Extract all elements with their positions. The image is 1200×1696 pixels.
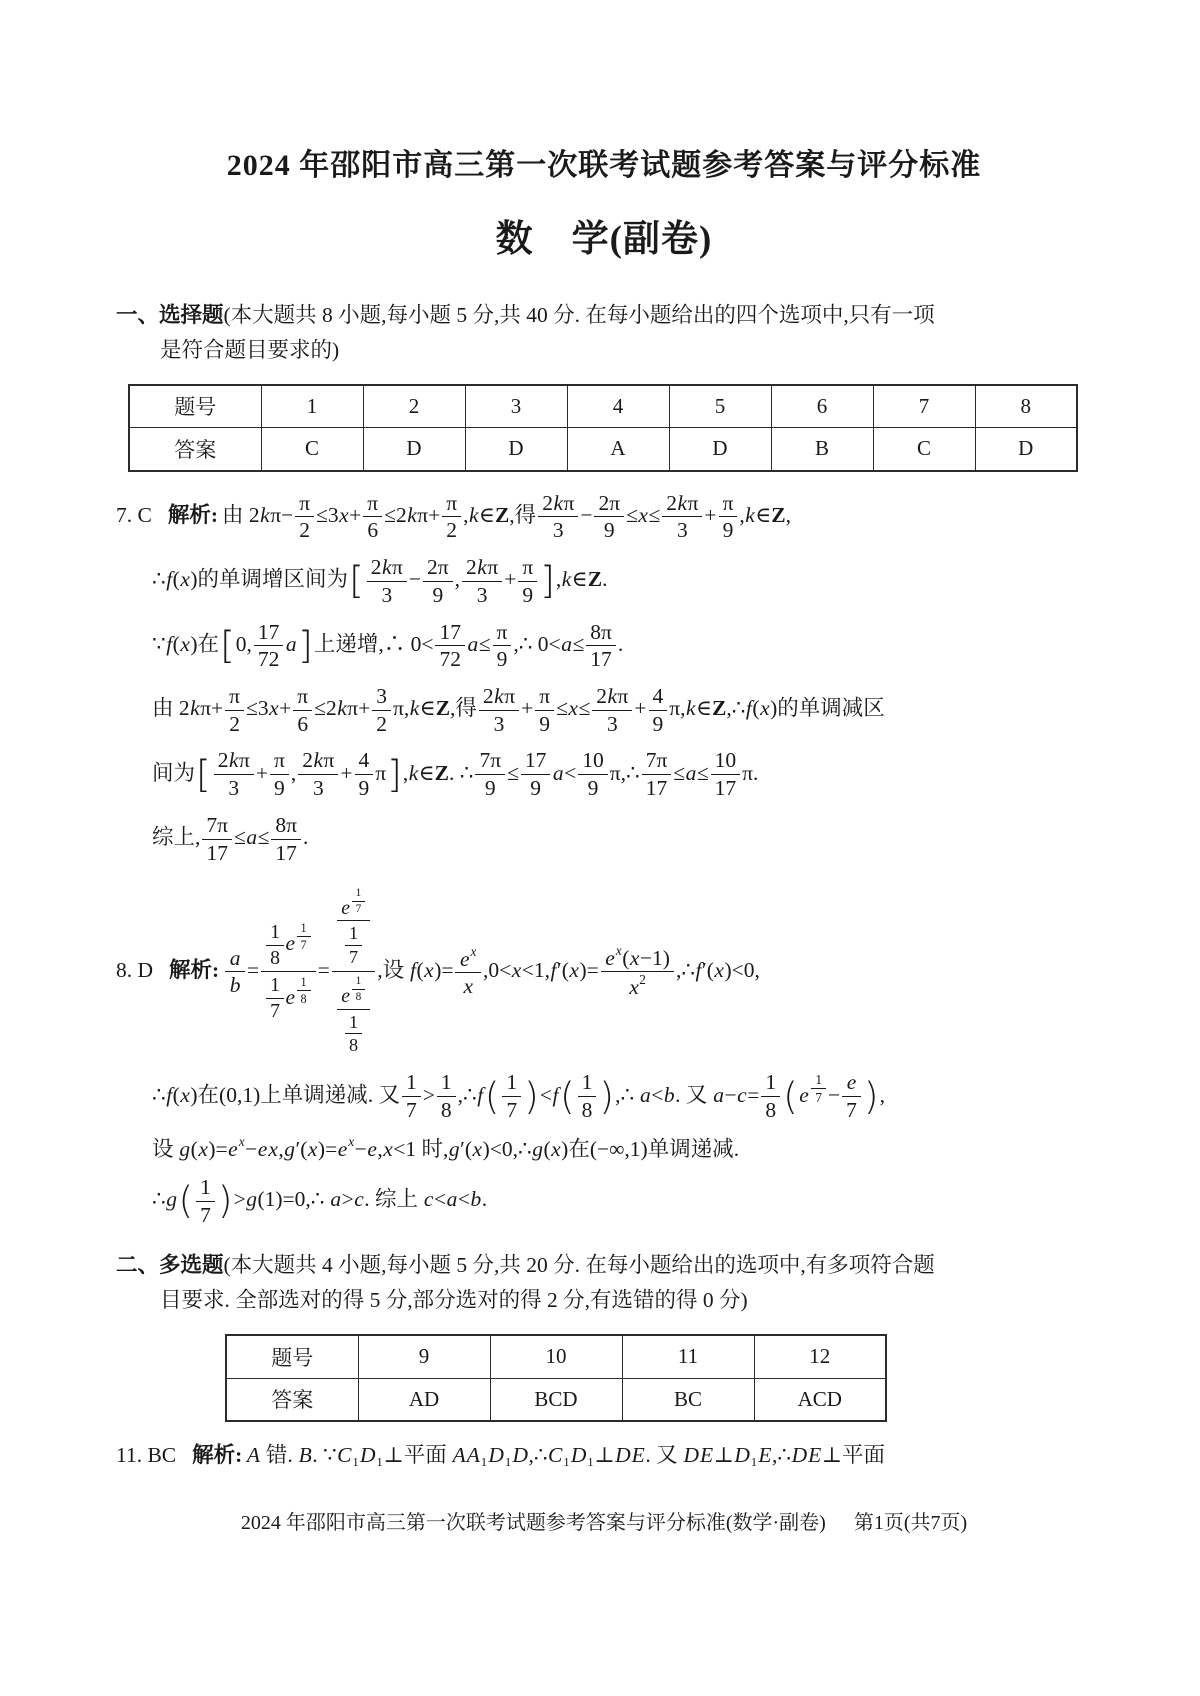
answer-row xyxy=(226,1378,886,1421)
section-single-choice-line1 xyxy=(116,298,1092,333)
math-expression: ∴f(x)在(0,1)上单调递减. 又 $\frac{1}{7}$ > $\frac{1}{8}$ ,∴f( $\frac{1}{7}$ )<f( $\frac{1}{8}$ ),∴ a<b. 又 a−c= $\frac{1}{8}$ (e $^{\frac{1}{7}}$ − $\frac{e}{7}$ ), xyxy=(152,1070,885,1123)
answer-cell: ACD xyxy=(754,1378,886,1421)
math-expression: 由 2kπ+ $\frac{\pi}{2}$ ≤3x+ $\frac{\pi}{6}$ ≤2kπ+ $\frac{3}{2}$ π,k∈Z,得 $\frac{2k\pi}{3}$ + $\frac{\pi}{9}$ ≤x≤ $\frac{2k\pi}{3}$ + $\frac{4}{9}$ π,k∈Z,∴f(x)的单调减区 xyxy=(152,683,885,736)
solution-line xyxy=(116,1440,1092,1470)
section-multi-choice-line2: 目要求. 全部选对的得 5 分,部分选对的得 2 分,有选错的得 0 分) xyxy=(160,1288,748,1313)
multi-choice-answer-table xyxy=(225,1334,887,1422)
solution-line xyxy=(152,1134,1092,1164)
solution-line xyxy=(152,1069,1092,1123)
math-expression: 间为[ $\frac{2k\pi}{3}$ + $\frac{\pi}{9}$ , $\frac{2k\pi}{3}$ + $\frac{4}{9}$ π],k∈Z. ∴ $\frac{7\pi}{9}$ ≤ $\frac{17}{9}$ a< $\frac{10}{9}$ π,∴ $\frac{7\pi}{17}$ ≤a≤ $\frac{10}{17}$ π. xyxy=(152,748,759,801)
answer-cell: D xyxy=(363,428,465,471)
section-single-choice-line2: 是符合题目要求的) xyxy=(160,337,340,362)
question-number-row xyxy=(226,1335,886,1378)
question-number-cell: 2 xyxy=(363,385,465,428)
question-number-cell: 5 xyxy=(669,385,771,428)
row-header-answer: 答案 xyxy=(129,428,261,471)
answer-cell: BC xyxy=(622,1378,754,1421)
question-label: 7. C xyxy=(116,502,152,527)
question-number-cell: 6 xyxy=(771,385,873,428)
math-expression: A 错. B. ∵C₁D₁⊥平面 AA₁D₁D,∴C₁D₁⊥DE. 又 DE⊥D₁E,∴DE⊥平面 xyxy=(246,1443,885,1467)
solution-line xyxy=(116,884,1092,1059)
question-number-cell: 10 xyxy=(490,1335,622,1378)
math-expression: ∵f(x)在[0, $\frac{17}{72}$ a]上递增,∴ 0< $\frac{17}{72}$ a≤ $\frac{\pi}{9}$ ,∴ 0<a≤ $\frac{8\pi}{17}$ . xyxy=(152,619,624,672)
question-number-row xyxy=(129,385,1077,428)
analysis-label: 解析: xyxy=(192,1443,243,1467)
footer-document-title: 2024 年邵阳市高三第一次联考试题参考答案与评分标准(数学·副卷) xyxy=(240,1512,826,1535)
solution-line xyxy=(152,683,1092,737)
question-number-cell: 7 xyxy=(873,385,975,428)
solution-line xyxy=(116,490,1092,544)
math-expression: 由 2kπ− $\frac{\pi}{2}$ ≤3x+ $\frac{\pi}{6}$ ≤2kπ+ $\frac{\pi}{2}$ ,k∈Z,得 $\frac{2k\pi}{3}$ − $\frac{2\pi}{9}$ ≤x≤ $\frac{2k\pi}{3}$ + $\frac{\pi}{9}$ ,k∈Z, xyxy=(222,490,791,543)
analysis-label: 解析: xyxy=(167,502,219,527)
answer-cell: C xyxy=(261,428,363,471)
section-multi-choice xyxy=(116,1248,1092,1318)
document-title: 2024 年邵阳市高三第一次联考试题参考答案与评分标准 xyxy=(226,149,982,182)
solution-q8 xyxy=(116,884,1092,1228)
solution-line xyxy=(152,619,1092,673)
question-label: 11. BC xyxy=(116,1443,177,1467)
math-expression: 设 $g(x)=e^x-ex,g'(x)=e^x-e,x<1$ 时,g′(x)<0,∴g(x)在(−∞,1)单调递减. xyxy=(152,1133,740,1161)
answer-cell: D xyxy=(465,428,567,471)
section-single-choice xyxy=(116,298,1092,368)
section-multi-choice-line1 xyxy=(116,1248,1092,1283)
solution-line xyxy=(152,747,1092,801)
question-number-cell: 11 xyxy=(622,1335,754,1378)
solution-line xyxy=(152,812,1092,866)
page-footer xyxy=(116,1506,1092,1535)
math-expression: ∴f(x)的单调增区间为[ $\frac{2k\pi}{3}$ − $\frac{2\pi}{9}$ , $\frac{2k\pi}{3}$ + $\frac{\pi}{9}$ ],k∈Z. xyxy=(152,555,608,607)
row-header-answer: 答案 xyxy=(226,1378,358,1421)
answer-cell: D xyxy=(669,428,771,471)
row-header-number: 题号 xyxy=(226,1335,358,1378)
solution-q7 xyxy=(116,490,1092,867)
solution-line xyxy=(152,554,1092,608)
question-label: 8. D xyxy=(116,957,154,982)
solution-q11 xyxy=(116,1440,1092,1470)
answer-cell: A xyxy=(567,428,669,471)
question-number-cell: 8 xyxy=(975,385,1077,428)
document-subtitle: 数 学(副卷) xyxy=(495,219,713,260)
analysis-label: 解析: xyxy=(169,957,220,982)
answer-cell: B xyxy=(771,428,873,471)
footer-page-number: 第1页(共7页) xyxy=(853,1512,968,1535)
question-number-cell: 12 xyxy=(754,1335,886,1378)
section-single-choice-label: 一、选择题 xyxy=(116,303,224,327)
question-number-cell: 3 xyxy=(465,385,567,428)
section-single-choice-desc: (本大题共 8 小题,每小题 5 分,共 40 分. 在每小题给出的四个选项中,只有一项 xyxy=(223,303,935,327)
section-multi-choice-desc: (本大题共 4 小题,每小题 5 分,共 20 分. 在每小题给出的选项中,有多项符合题 xyxy=(223,1253,935,1278)
math-expression: $\frac{a}{b}$ = $\frac{1}{8}$ e $^{\frac{1}{7}}$ $\frac{1}{7}$ e $^{\frac{1}{8}}$ = e $^{\frac{1}{7}}$ $\frac{1}{7}$ e $^{\frac{1}{8}}$ $\frac{1}{8}$ ,设 f(x)= $\frac{e^x}{x}$ ,0<x<1,f′(x)= $\frac{e^x(x-1)}{x^2}$ ,∴f′(x)<0, xyxy=(223,958,760,982)
row-header-number: 题号 xyxy=(129,385,261,428)
answer-cell: D xyxy=(975,428,1077,471)
answer-cell: AD xyxy=(358,1378,490,1421)
question-number-cell: 1 xyxy=(261,385,363,428)
answer-cell: BCD xyxy=(490,1378,622,1421)
math-expression: 综上, $\frac{7\pi}{17}$ ≤a≤ $\frac{8\pi}{17}$ . xyxy=(152,812,309,865)
math-expression: ∴g( $\frac{1}{7}$ )>g(1)=0,∴ a>c. 综上 c<a<b. xyxy=(152,1174,488,1227)
question-number-cell: 4 xyxy=(567,385,669,428)
answer-row xyxy=(129,428,1077,471)
section-multi-choice-label: 二、多选题 xyxy=(116,1253,224,1278)
question-number-cell: 9 xyxy=(358,1335,490,1378)
answer-cell: C xyxy=(873,428,975,471)
solution-line xyxy=(152,1174,1092,1228)
single-choice-answer-table xyxy=(128,384,1078,472)
